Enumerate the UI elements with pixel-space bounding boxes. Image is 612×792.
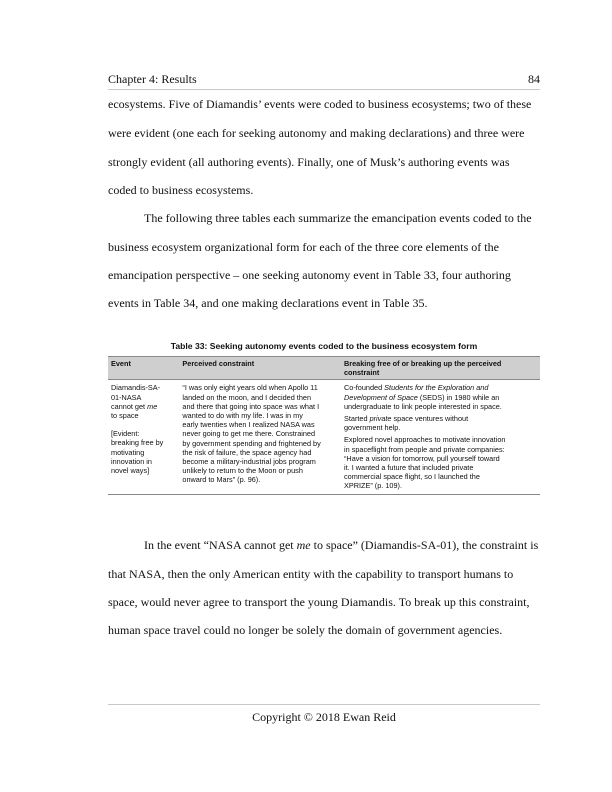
quote-line: the risk of failure, the space agency had (182, 447, 312, 457)
evident-note-line: [Evident: (111, 429, 140, 439)
column-header-event: Event (108, 357, 179, 380)
quote-line: early twenties when I realized NASA was (182, 420, 315, 430)
constraint-cell (179, 380, 341, 494)
text-run: (SEDS) in 1980 while an (417, 392, 500, 402)
breaking-free-line: in spaceflight from people and private companies: (344, 444, 505, 454)
body-line: coded to business ecosystems. (108, 183, 254, 197)
breaking-free-line: XPRIZE” (p. 109). (344, 481, 402, 491)
header-rule (108, 89, 540, 90)
body-line: human space travel could no longer be solely the domain of government agencies. (108, 623, 503, 637)
body-line (144, 539, 538, 551)
quote-line: “I was only eight years old when Apollo 11 (182, 383, 318, 393)
event-text-em: me (147, 401, 158, 411)
body-line: business ecosystem organizational form for each of the three core elements of the (108, 240, 499, 254)
breaking-free-line: Explored novel approaches to motivate innovation (344, 435, 506, 445)
quote-line: and there that going into space was what I (182, 401, 320, 411)
breaking-free-line: government help. (344, 423, 401, 433)
breaking-free-line (344, 393, 537, 402)
text-run-em: Development of Space (344, 392, 418, 402)
breaking-free-cell (341, 380, 540, 494)
body-line: emancipation perspective – one seeking autonomy event in Table 33, four authoring (108, 268, 511, 282)
running-header (108, 72, 540, 88)
text-run: to space” (Diamandis-SA-01), the constraint is (310, 538, 539, 552)
body-line: The following three tables each summarize the emancipation events coded to the (144, 211, 532, 225)
evident-note-line: breaking free by (111, 438, 164, 448)
breaking-free-line: it. I wanted a future that included private (344, 463, 474, 473)
quote-line: landed on the moon, and I decided then (182, 392, 312, 402)
evident-note-line: motivating (111, 447, 145, 457)
text-run: Co-founded (344, 383, 385, 393)
breaking-free-line: commercial space flight, so I launched the (344, 472, 480, 482)
quote-line: wanted to do with my life. I was in my (182, 411, 303, 421)
breaking-free-line: “Have a vision for tomorrow, pull yourself toward (344, 453, 500, 463)
evident-note-line: innovation in (111, 456, 152, 466)
body-line: ecosystems. Five of Diamandis’ events were coded to business ecosystems; two of these (108, 97, 532, 111)
column-header-constraint: Perceived constraint (179, 357, 341, 380)
quote-line: become a military-industrial jobs program (182, 457, 316, 467)
table-caption: Table 33: Seeking autonomy events coded to the business ecosystem form (170, 341, 478, 351)
evident-note-line: novel ways] (111, 466, 150, 476)
event-id-line: 01-NASA (111, 392, 142, 402)
text-run-em: Students for the Exploration and (384, 383, 489, 393)
event-id-line: to space (111, 411, 139, 421)
table-row (108, 380, 540, 494)
breaking-free-line (344, 414, 537, 423)
chapter-title: Chapter 4: Results (108, 72, 197, 86)
text-run: Started (344, 414, 370, 424)
text-run: space ventures without (391, 414, 469, 424)
event-cell (108, 380, 179, 494)
quote-line: onward to Mars” (p. 96). (182, 475, 261, 485)
body-line: that NASA, then the only American entity with the capability to transport humans to (108, 567, 514, 581)
body-line: strongly evident (all authoring events). Finally, one of Musk’s authoring events was (108, 155, 510, 169)
event-id-line: Diamandis-SA- (111, 383, 161, 393)
text-run: In the event “NASA cannot get (144, 538, 297, 552)
text-run-em: private (369, 414, 392, 424)
body-line: were evident (one each for seeking autonomy and making declarations) and three were (108, 126, 525, 140)
table-header-row (108, 357, 540, 380)
quote-line: never going to get me there. Constrained (182, 429, 316, 439)
table-33 (108, 356, 540, 495)
quote-line: unlikely to return to the Moon or push (182, 466, 303, 476)
body-line: space, would never agree to transport the young Diamandis. To break up this constraint, (108, 595, 530, 609)
page-number: 84 (528, 72, 540, 86)
body-line: events in Table 34, and one making declarations event in Table 35. (108, 296, 428, 310)
event-id-line (111, 402, 176, 411)
event-text: cannot get (111, 401, 148, 411)
breaking-free-line: undergraduate to link people interested in space. (344, 401, 502, 411)
quote-line: by government spending and frightened by (182, 438, 321, 448)
text-run-em: me (296, 538, 311, 552)
column-header-breaking-free: Breaking free of or breaking up the perceived constraint (341, 357, 540, 380)
copyright-footer: Copyright © 2018 Ewan Reid (252, 710, 396, 724)
breaking-free-line (344, 383, 537, 392)
footer-rule (108, 704, 540, 705)
